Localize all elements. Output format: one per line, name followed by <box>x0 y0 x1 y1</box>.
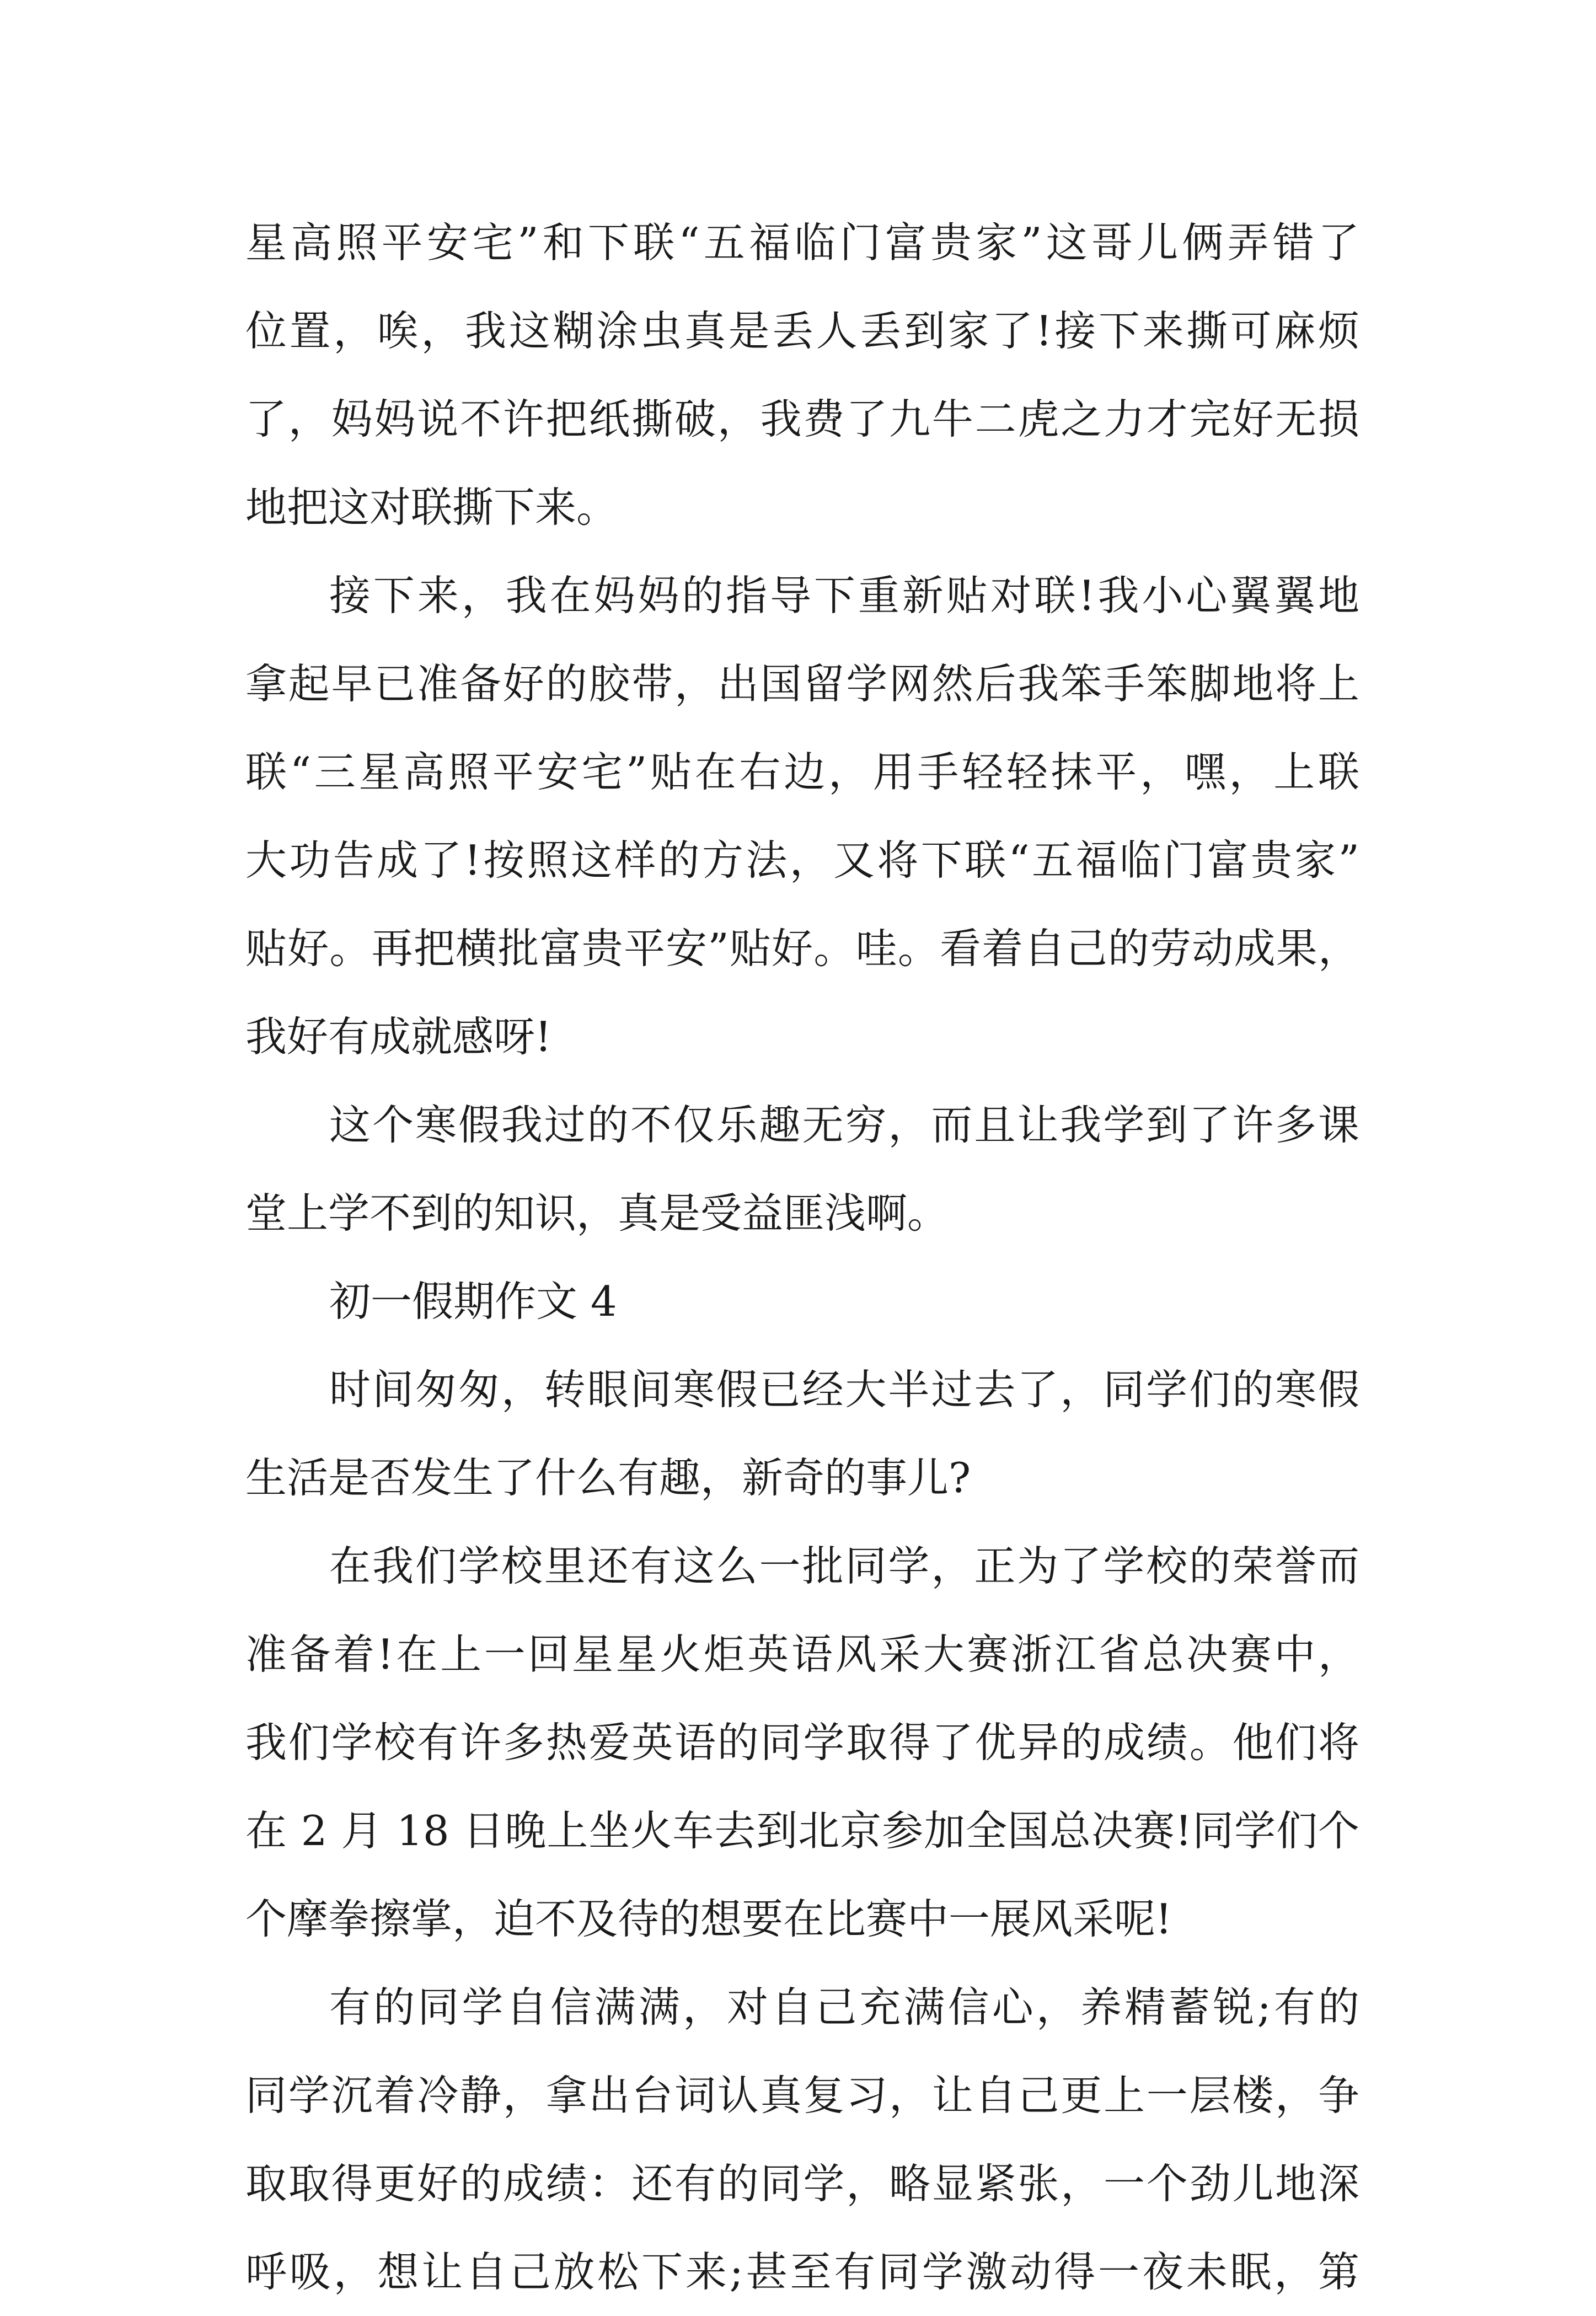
section-heading: 初一假期作文 4 <box>329 1277 617 1326</box>
text-line: 我好有成就感呀! <box>245 1012 552 1061</box>
text-line: 在 2 月 18 日晚上坐火车去到北京参加全国总决赛!同学们个 <box>245 1806 1359 1855</box>
text-line: 联“三星高照平安宅”贴在右边，用手轻轻抹平，嘿，上联 <box>245 748 1359 796</box>
text-line: 个摩拳擦掌，迫不及待的想要在比赛中一展风采呢! <box>245 1895 1172 1943</box>
document-body <box>245 199 1359 2316</box>
paragraph-first-line: 在我们学校里还有这么一批同学，正为了学校的荣誉而 <box>329 1542 1359 1590</box>
text-line: 取取得更好的成绩：还有的同学，略显紧张，一个劲儿地深 <box>245 2159 1359 2208</box>
text-line: 贴好。再把横批富贵平安”贴好。哇。看着自己的劳动成果， <box>245 924 1359 973</box>
text-line: 了，妈妈说不许把纸撕破，我费了九牛二虎之力才完好无损 <box>245 395 1359 443</box>
text-line: 生活是否发生了什么有趣，新奇的事儿? <box>245 1454 971 1502</box>
text-line: 我们学校有许多热爱英语的同学取得了优异的成绩。他们将 <box>245 1718 1359 1767</box>
text-line: 准备着!在上一回星星火炬英语风采大赛浙江省总决赛中， <box>245 1630 1359 1679</box>
text-line: 呼吸，想让自己放松下来;甚至有同学激动得一夜未眠，第 <box>245 2248 1359 2296</box>
text-line: 大功告成了!按照这样的方法，又将下联“五福临门富贵家” <box>245 836 1359 884</box>
text-line: 拿起早已准备好的胶带，出国留学网然后我笨手笨脚地将上 <box>245 660 1359 708</box>
paragraph-first-line: 有的同学自信满满，对自己充满信心，养精蓄锐;有的 <box>329 1983 1359 2031</box>
text-line: 星高照平安宅”和下联“五福临门富贵家”这哥儿俩弄错了 <box>245 218 1359 267</box>
text-line: 位置，唉，我这糊涂虫真是丢人丢到家了!接下来撕可麻烦 <box>245 307 1359 355</box>
text-line: 堂上学不到的知识，真是受益匪浅啊。 <box>245 1189 949 1237</box>
text-line: 地把这对联撕下来。 <box>245 483 618 532</box>
text-line: 同学沉着冷静，拿出台词认真复习，让自己更上一层楼，争 <box>245 2071 1359 2120</box>
paragraph-first-line: 接下来，我在妈妈的指导下重新贴对联!我小心翼翼地 <box>329 571 1359 620</box>
paragraph-first-line: 时间匆匆，转眼间寒假已经大半过去了，同学们的寒假 <box>329 1365 1359 1414</box>
paragraph-first-line: 这个寒假我过的不仅乐趣无穷，而且让我学到了许多课 <box>329 1101 1359 1149</box>
